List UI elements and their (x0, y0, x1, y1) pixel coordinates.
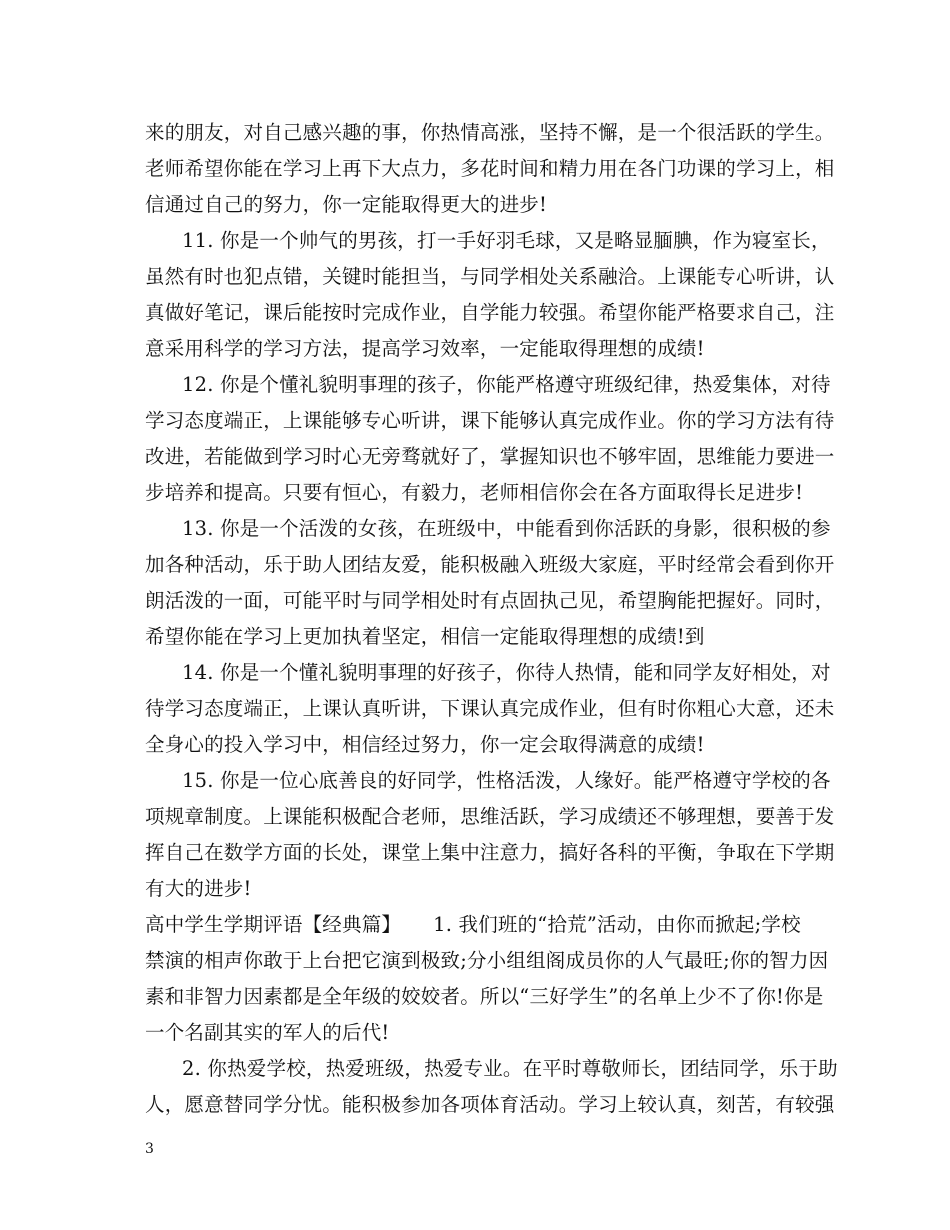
text-line: 信通过自己的努力，你一定能取得更大的进步! (145, 193, 548, 216)
text-line: 改进，若能做到学习时心无旁骛就好了，掌握知识也不够牢固，思维能力要进一 (145, 445, 835, 468)
text-line: 人，愿意替同学分忧。能积极参加各项体育活动。学习上较认真，刻苦，有较强 (145, 1093, 835, 1116)
text-line: 虽然有时也犯点错，关键时能担当，与同学相处关系融洽。上课能专心听讲，认 (145, 265, 835, 288)
paragraph-start-line: 15. 你是一位心底善良的好同学，性格活泼，人缘好。能严格遵守学校的各 (182, 769, 831, 792)
text-line: 挥自己在数学方面的长处，课堂上集中注意力，搞好各科的平衡，争取在下学期 (145, 841, 835, 864)
text-line: 学习态度端正，上课能够专心听讲，课下能够认真完成作业。你的学习方法有待 (145, 409, 835, 432)
text-line: 一个名副其实的军人的后代! (145, 1021, 390, 1044)
paragraph-start-line: 2. 你热爱学校，热爱班级，热爱专业。在平时尊敬师长，团结同学，乐于助 (182, 1057, 838, 1080)
text-line: 加各种活动，乐于助人团结友爱，能积极融入班级大家庭，平时经常会看到你开 (145, 553, 835, 576)
section-heading-line: 高中学生学期评语【经典篇】 1. 我们班的“拾荒”活动，由你而掀起;学校 (145, 913, 801, 936)
body-text (145, 115, 838, 1123)
paragraph-start-line: 13. 你是一个活泼的女孩，在班级中，中能看到你活跃的身影，很积极的参 (182, 517, 831, 540)
text-line: 来的朋友，对自己感兴趣的事，你热情高涨，坚持不懈，是一个很活跃的学生。 (145, 121, 835, 144)
text-line: 素和非智力因素都是全年级的姣姣者。所以“三好学生”的名单上少不了你!你是 (145, 985, 824, 1008)
text-line: 待学习态度端正，上课认真听讲，下课认真完成作业，但有时你粗心大意，还未 (145, 697, 835, 720)
text-line: 全身心的投入学习中，相信经过努力，你一定会取得满意的成绩! (145, 733, 705, 756)
text-line: 意采用科学的学习方法，提高学习效率，一定能取得理想的成绩! (145, 337, 705, 360)
text-line: 老师希望你能在学习上再下大点力，多花时间和精力用在各门功课的学习上，相 (145, 157, 835, 180)
text-line: 项规章制度。上课能积极配合老师，思维活跃，学习成绩还不够理想，要善于发 (145, 805, 835, 828)
text-line: 有大的进步! (145, 877, 252, 900)
text-line: 禁演的相声你敢于上台把它演到极致;分小组组阁成员你的人气最旺;你的智力因 (145, 949, 829, 972)
text-line: 真做好笔记，课后能按时完成作业，自学能力较强。希望你能严格要求自己，注 (145, 301, 835, 324)
text-line: 步培养和提高。只要有恒心，有毅力，老师相信你会在各方面取得长足进步! (145, 481, 804, 504)
paragraph-start-line: 12. 你是个懂礼貌明事理的孩子，你能严格遵守班级纪律，热爱集体，对待 (182, 373, 831, 396)
paragraph-start-line: 11. 你是一个帅气的男孩，打一手好羽毛球，又是略显腼腆，作为寝室长， (182, 229, 831, 252)
page-number: 3 (145, 1141, 154, 1157)
text-line: 希望你能在学习上更加执着坚定，相信一定能取得理想的成绩!到 (145, 625, 705, 648)
paragraph-start-line: 14. 你是一个懂礼貌明事理的好孩子，你待人热情，能和同学友好相处，对 (182, 661, 831, 684)
text-line: 朗活泼的一面，可能平时与同学相处时有点固执己见，希望胸能把握好。同时， (145, 589, 835, 612)
